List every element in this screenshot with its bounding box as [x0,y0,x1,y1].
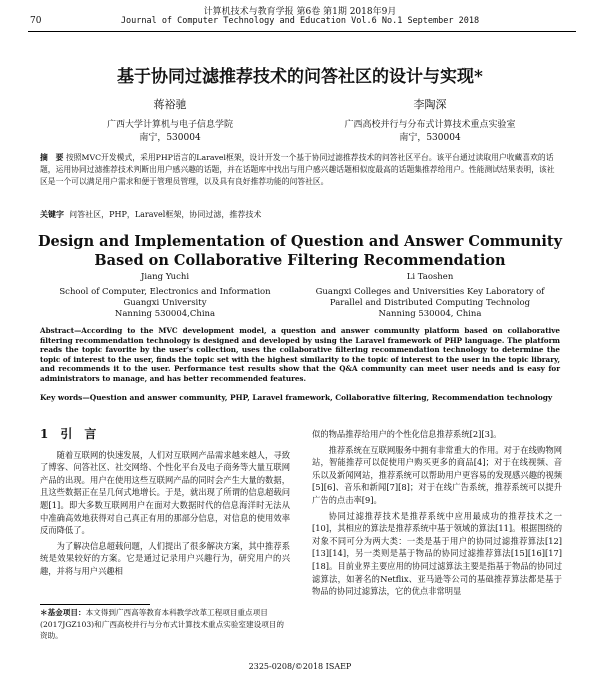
author-affiliation: 广西高校并行与分布式计算技术重点实验室 [344,120,516,130]
body-column-right [312,428,562,601]
page-number: 70 [30,16,42,26]
author-city: Nanning 530004,China [114,309,216,319]
author-en-2 [300,272,560,320]
author-affiliation: Parallel and Distributed Computing Technolog [329,298,531,308]
keywords-cn-label: 关键字 [40,209,64,219]
title-cn: 基于协同过滤推荐技术的问答社区的设计与实现* [117,67,483,87]
abstract-cn [40,152,560,188]
journal-name-en: Journal of Computer Technology and Education Vol.6 No.1 September 2018 [120,16,480,26]
paragraph: 协同过滤推荐技术是推荐系统中应用最成功的推荐技术之一[10]，其相应的算法是推荐系统中基于领域的算法[11]。根据围绕的对象不同可分为两大类：一类是基于用户的协同过滤推荐算法[12][13][14]，另一类则是基于物品的协同过滤推荐算法[15][16][17][18]。目前业界主要应用的协同过滤算法主要是指基于物品的协同过滤算法，如著名的Netflix、亚马逊等公司的基础推荐算法都是基于物品的协同过滤算法，它的优点非常明显 [312,510,562,597]
title-en: Design and Implementation of Question and Answer Community Based on Collaborative Filtering Recommendation [37,233,563,269]
footnote-label: ＊基金项目： [40,608,86,617]
keywords-en-text: Question and answer community, PHP, Laravel framework, Collaborative filtering, Recommendation technology [89,393,553,402]
author-city: 南宁，530004 [399,133,461,143]
section-heading: 1 引 言 [40,427,97,441]
author-city: Nanning 530004, China [378,309,482,319]
paragraph: 为了解决信息超载问题，人们提出了很多解决方案，其中推荐系统是效果较好的方案。它是通过记录用户兴趣行为，研究用户的兴趣，并将与用户兴趣相 [40,540,290,576]
author-name: Jiang Yuchi [140,272,190,282]
keywords-en-label: Key words— [40,393,90,402]
header-rule [28,31,576,32]
abstract-cn-text: 按照MVC开发模式，采用PHP语言的Laravel框架，设计开发一个基于协同过滤推荐技术的问答社区平台。该平台通过读取用户收藏喜欢的话题，运用协同过滤推荐技术判断出用户感兴趣的话题，并在话题库中找出与用户感兴趣话题相似度最高的话题集推荐给用户。性能测试结果表明，该社区是一个可以满足用户需求和便于管理员管理，以及具有良好推荐功能的问答社区。 [40,153,555,186]
author-name: Li Taoshen [406,272,454,282]
author-name: 蒋裕驰 [153,98,187,111]
keywords-cn-text: 问答社区，PHP，Laravel框架，协同过滤，推荐技术 [69,210,262,219]
author-cn-1 [70,96,270,143]
abstract-cn-label: 摘 要 [40,153,64,162]
footnote-rule [40,604,150,605]
author-affiliation: School of Computer, Electronics and Information [59,287,271,297]
footnote-text: 本文得到广西高等教育本科教学改革工程项目重点项目(2017JGZ103)和广西高校并行与分布式计算技术重点实验室建设项目的资助。 [40,608,284,640]
body-column-left [40,428,290,581]
keywords-cn [40,209,560,220]
author-en-1 [40,272,290,320]
journal-name-cn: 计算机技术与教育学报 第6卷 第1期 2018年9月 [203,7,397,17]
keywords-en [40,393,560,403]
paragraph: 推荐系统在互联网服务中拥有非常重大的作用。对于在线购物网站，智能推荐可以促使用户购买更多的商品[4]；对于在线视频、音乐以及新闻网站，推荐系统可以帮助用户更容易的发现感兴趣的视频[5][6]、音乐和新闻[7][8]；对于在线广告系统，推荐系统可以提升广告的点击率[9]。 [312,444,562,505]
paragraph: 似的物品推荐给用户的个性化信息推荐系统[2][3]。 [312,429,502,439]
author-city: 南宁，530004 [139,133,201,143]
author-affiliation: Guangxi Colleges and Universities Key Laboratory of [315,287,545,297]
author-affiliation: Guangxi University [123,298,207,308]
abstract-en-label: Abstract— [40,326,82,335]
abstract-en [40,326,560,384]
author-name: 李陶深 [413,98,447,111]
author-cn-2 [300,96,560,143]
paragraph: 随着互联网的快速发展，人们对互联网产品需求越来越人，寻致了博客、问答社区、社交网络、个性化平台及电子商务等大量互联网产品的出现。用户在使用这些互联网产品的同时会产生大量的数据，且这些数据正在呈几何式地增长。于是，就出现了所谓的信息超载问题[1]。即大多数互联网用户在面对大数据时代的信息海洋时无法从中准确高效地获得对自己真正有用的那部分信息，对信息的使用效率反而降低了。 [40,449,290,536]
author-affiliation: 广西大学计算机与电子信息学院 [106,120,233,130]
running-header [0,4,600,34]
page-footer: 2325-0208/©2018 ISAEP [248,662,352,671]
abstract-en-text: According to the MVC development model, a question and answer community platform based on collaborative filtering recommendation technology is designed and developed by using the Laravel framework of PHP language. The platform reads the topic favorite by the user's collection, uses the collaborative filtering recommendation technology to determine the topic of interest to the user, finds the topic set with the highest similarity to the topic of interest to the user in the topic library, and recommends it to the user. Performance test results show that the Q&A community can meet user needs and is easy for administrators to manage, and has better recommended features. [40,326,560,383]
footnote [40,607,290,642]
